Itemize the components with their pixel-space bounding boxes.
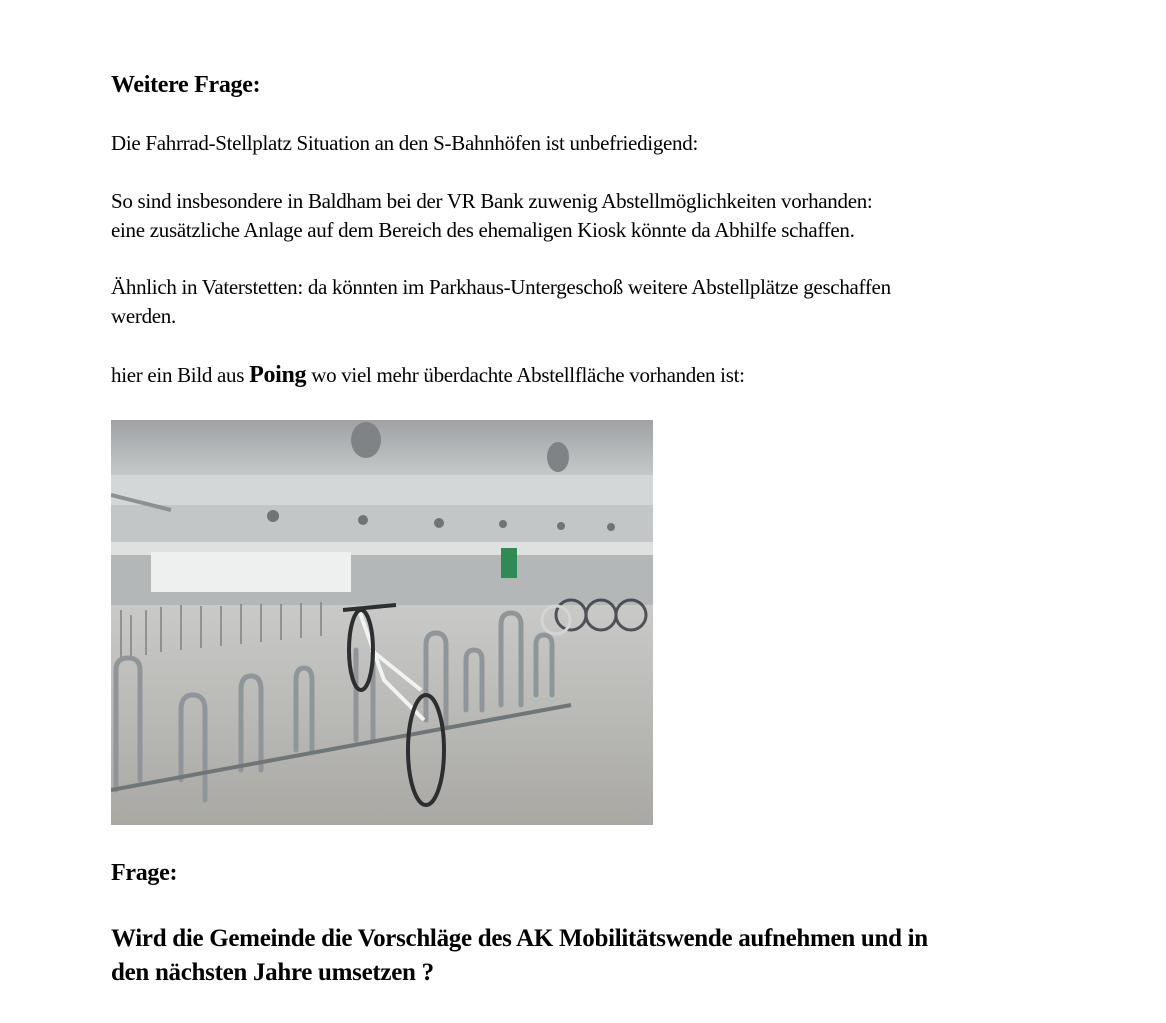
paragraph-vaterstetten-line2: werden.	[111, 304, 176, 328]
bike-parking-photo	[111, 420, 653, 825]
question-line2: den nächsten Jahre umsetzen ?	[111, 959, 434, 986]
paragraph-situation: Die Fahrrad-Stellplatz Situation an den S-Bahnhöfen ist unbefriedigend:	[111, 131, 698, 155]
poing-text-after: wo viel mehr überdachte Abstellfläche vorhanden ist:	[306, 363, 745, 387]
question-line1: Wird die Gemeinde die Vorschläge des AK Mobilitätswende aufnehmen und in	[111, 925, 928, 952]
heading-weitere-frage: Weitere Frage:	[111, 72, 261, 98]
paragraph-vaterstetten-line1: Ähnlich in Vaterstetten: da könnten im Parkhaus-Untergeschoß weitere Abstellplätze geschaffen	[111, 275, 891, 299]
poing-text-before: hier ein Bild aus	[111, 363, 250, 387]
heading-frage: Frage:	[111, 860, 178, 886]
paragraph-baldham-line2: eine zusätzliche Anlage auf dem Bereich des ehemaligen Kiosk könnte da Abhilfe schaffen.	[111, 218, 855, 242]
poing-bold: Poing	[249, 362, 307, 388]
paragraph-poing	[111, 362, 745, 388]
paragraph-baldham-line1: So sind insbesondere in Baldham bei der VR Bank zuwenig Abstellmöglichkeiten vorhanden:	[111, 189, 873, 213]
